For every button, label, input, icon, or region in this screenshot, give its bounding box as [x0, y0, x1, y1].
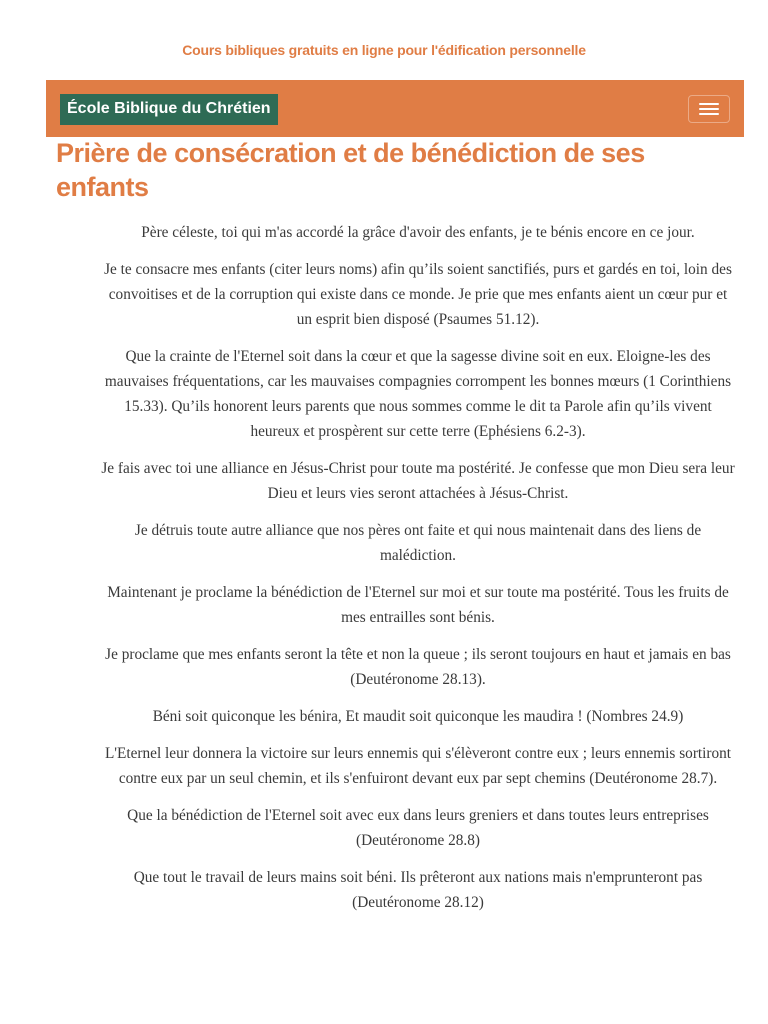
hamburger-menu-icon[interactable] — [688, 95, 730, 123]
paragraph: Je détruis toute autre alliance que nos pères ont faite et qui nous maintenait dans des liens de malédiction. — [134, 522, 702, 564]
article-content — [100, 220, 736, 927]
paragraph: Père céleste, toi qui m'as accordé la grâce d'avoir des enfants, je te bénis encore en ce jour. — [141, 224, 695, 241]
paragraph: Maintenant je proclame la bénédiction de l'Eternel sur moi et sur toute ma postérité. Tous les fruits de mes entrailles sont bénis. — [107, 584, 729, 626]
menu-bar — [699, 108, 719, 110]
menu-bar — [699, 103, 719, 105]
paragraph: Que tout le travail de leurs mains soit béni. Ils prêteront aux nations mais n'emprunteront pas (Deutéronome 28.12) — [133, 869, 703, 911]
site-brand-link[interactable]: École Biblique du Chrétien — [60, 94, 278, 125]
site-tagline: Cours bibliques gratuits en ligne pour l'édification personnelle — [182, 42, 586, 58]
paragraph: Béni soit quiconque les bénira, Et maudit soit quiconque les maudira ! (Nombres 24.9) — [152, 708, 684, 725]
paragraph: L'Eternel leur donnera la victoire sur leurs ennemis qui s'élèveront contre eux ; leurs ennemis sortiront contre eux par un seul chemin, et ils s'enfuiront devant eux par sept chemins (Deutéronome 28.7). — [104, 745, 732, 787]
menu-bar — [699, 113, 719, 115]
navbar — [46, 80, 744, 137]
paragraph: Je proclame que mes enfants seront la tête et non la queue ; ils seront toujours en haut et jamais en bas (Deutéronome 28.13). — [105, 646, 731, 688]
paragraph: Je fais avec toi une alliance en Jésus-Christ pour toute ma postérité. Je confesse que mon Dieu sera leur Dieu et leurs vies seront attachées à Jésus-Christ. — [101, 460, 735, 502]
paragraph: Que la bénédiction de l'Eternel soit avec eux dans leurs greniers et dans toutes leurs entreprises (Deutéronome 28.8) — [127, 807, 709, 849]
paragraph: Je te consacre mes enfants (citer leurs noms) afin qu’ils soient sanctifiés, purs et gardés en toi, loin des convoitises et de la corruption qui existe dans ce monde. Je prie que mes enfants aient un cœur pur et un esprit bien disposé (Psaumes 51.12). — [104, 261, 732, 328]
paragraph: Que la crainte de l'Eternel soit dans la cœur et que la sagesse divine soit en eux. Eloigne-les des mauvaises fréquentations, car les mauvaises compagnies corrompent les bonnes mœurs (1 Corinthiens 15.33). Qu’ils honorent leurs parents que nous sommes comme le dit ta Parole afin qu’ils vivent heureux et prospèrent sur cette terre (Ephésiens 6.2-3). — [104, 348, 732, 440]
page-title: Prière de consécration et de bénédiction de ses enfants — [56, 138, 645, 202]
